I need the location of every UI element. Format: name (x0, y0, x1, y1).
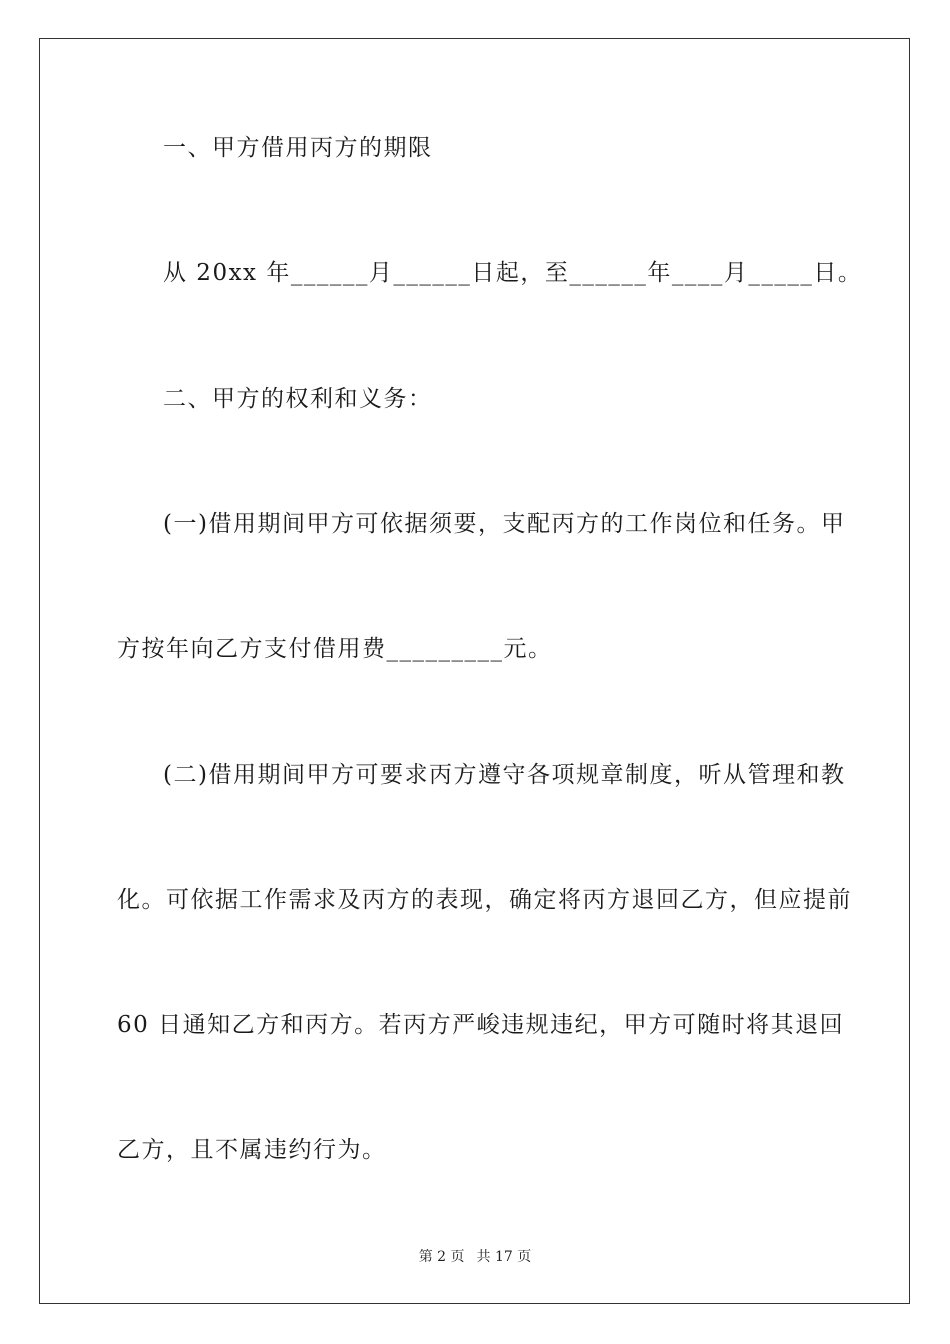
page-number: 第 2 页 (418, 1249, 465, 1265)
page-footer (0, 1247, 950, 1267)
page-border (39, 38, 910, 1304)
term-date-line: 从 20xx 年______月______日起，至______年____月_____日。 (163, 260, 863, 286)
section-heading-rights: 二、甲方的权利和义务： (163, 386, 433, 412)
page-total: 共 17 页 (476, 1249, 532, 1265)
clause-1-line-1: (一)借用期间甲方可依据须要，支配丙方的工作岗位和任务。甲 (163, 511, 846, 537)
clause-2-line-2: 化。可依据工作需求及丙方的表现，确定将丙方退回乙方，但应提前 (117, 887, 852, 913)
clause-2-line-1: (二)借用期间甲方可要求丙方遵守各项规章制度，听从管理和教 (163, 762, 846, 788)
clause-2-line-4: 乙方，且不属违约行为。 (117, 1137, 387, 1163)
section-heading-term: 一、甲方借用丙方的期限 (163, 135, 433, 161)
clause-2-line-3: 60 日通知乙方和丙方。若丙方严峻违规违纪，甲方可随时将其退回 (117, 1012, 845, 1038)
clause-1-line-2: 方按年向乙方支付借用费_________元。 (117, 636, 553, 662)
